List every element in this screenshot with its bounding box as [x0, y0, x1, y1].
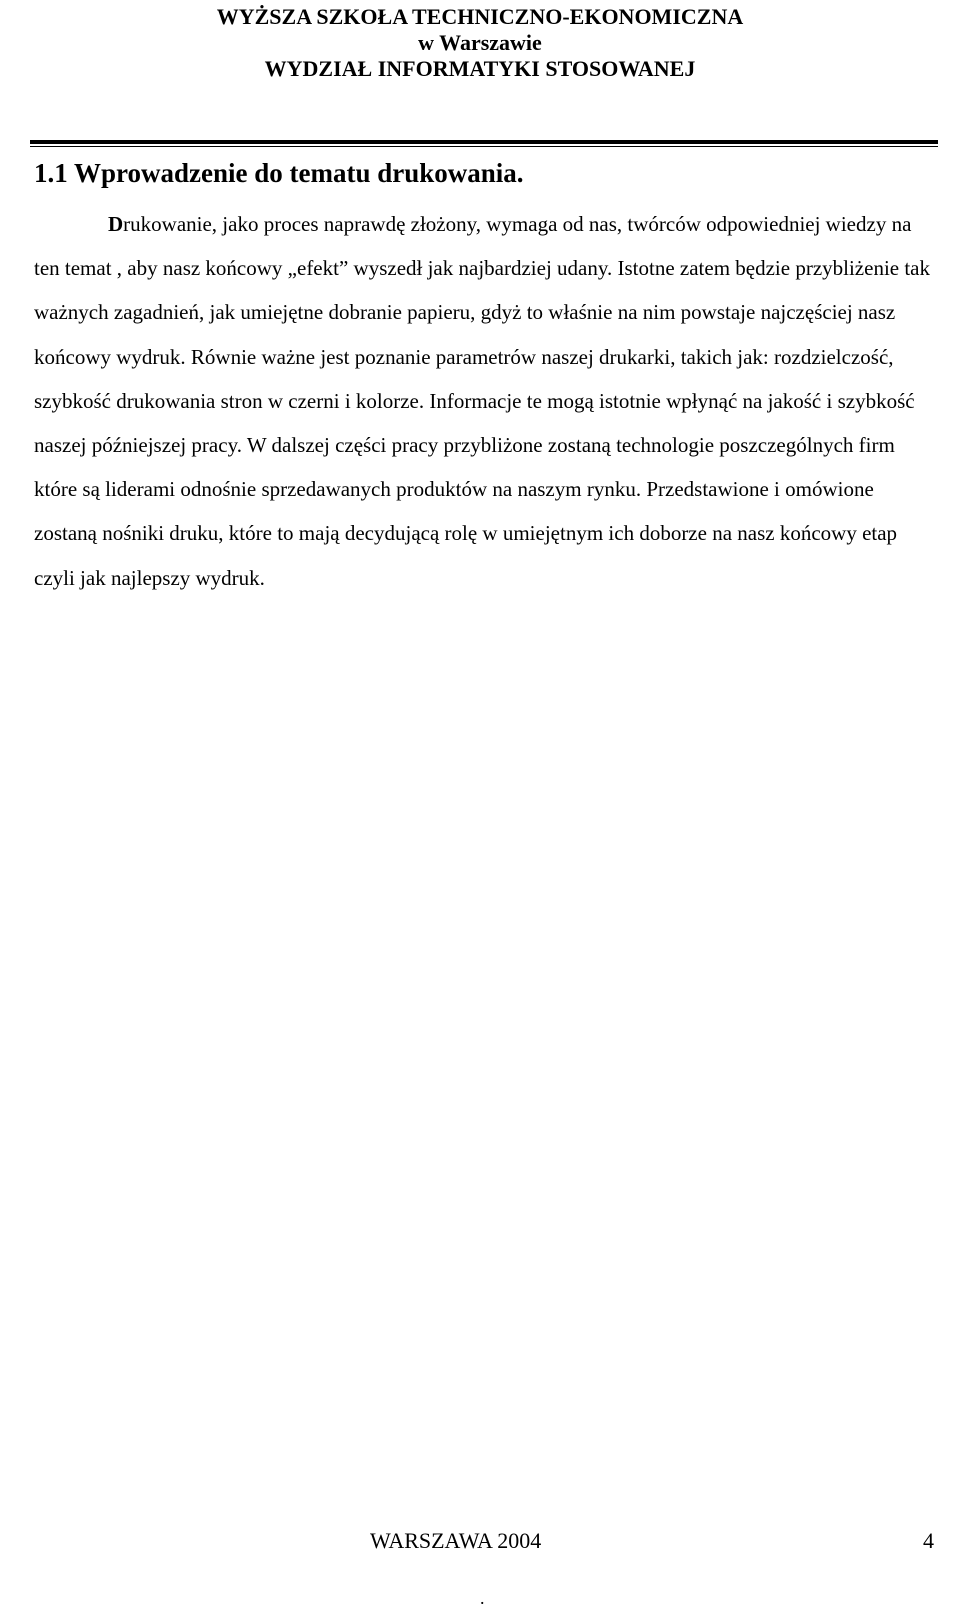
paragraph-text: rukowanie, jako proces naprawdę złożony, wymaga od nas, twórców odpowiedniej wiedzy na ten temat , aby nasz końcowy „efekt” wyszedł jak najbardziej udany. Istotne zatem będzie przybliżenie tak ważnych zagadnień, jak umiejętne dobranie papieru, gdyż to właśnie na nim powstaje najczęściej nasz końcowy wydruk. Równie ważne jest poznanie parametrów naszej drukarki, takich jak: rozdzielczość, szybkość drukowania stron w czerni i kolorze. Informacje te mogą istotnie wpłynąć na jakość i szybkość naszej późniejszej pracy. W dalszej części pracy przybliżone zostaną technologie poszczególnych firm które są liderami odnośnie sprzedawanych produktów na naszym rynku. Przedstawione i omówione zostaną nośniki druku, które to mają decydującą rolę w umiejętnym ich doborze na nasz końcowy etap czyli jak najlepszy wydruk. [34, 212, 931, 590]
page-number: 4 [923, 1528, 934, 1553]
page-header [0, 4, 960, 82]
body-paragraph [34, 202, 939, 600]
footer-dot: . [480, 1588, 485, 1608]
header-rule-thin [30, 146, 938, 147]
header-rule-thick [30, 140, 938, 144]
university-name: WYŻSZA SZKOŁA TECHNICZNO-EKONOMICZNA [216, 4, 744, 29]
faculty-name: WYDZIAŁ INFORMATYKI STOSOWANEJ [264, 56, 696, 81]
footer-city-year: WARSZAWA 2004 [370, 1528, 542, 1553]
university-city: w Warszawie [418, 30, 542, 55]
section-title: 1.1 Wprowadzenie do tematu drukowania. [34, 158, 524, 188]
paragraph-initial: D [108, 212, 124, 236]
